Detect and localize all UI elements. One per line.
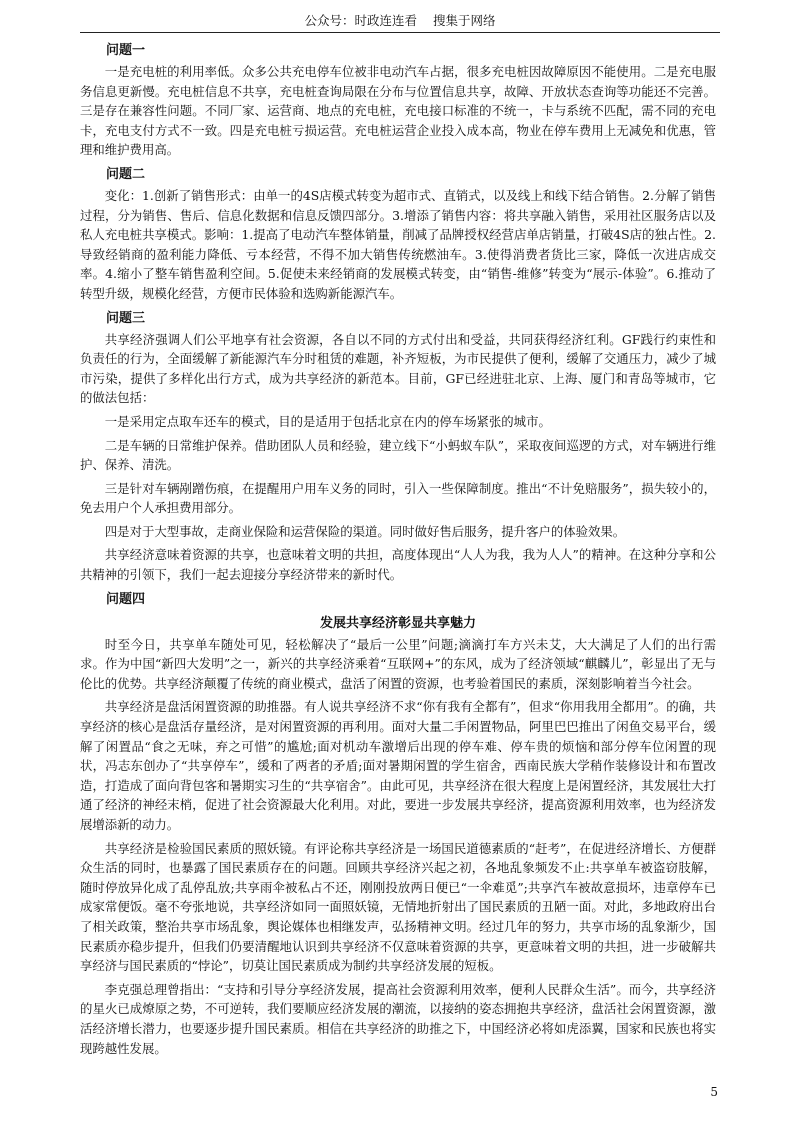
document-body: [80, 36, 716, 1058]
q3-paragraph-1: 一是采用定点取车还车的模式，目的是适用于包括北京在内的停车场紧张的城市。: [104, 413, 551, 429]
q3-paragraph-intro: 共享经济强调人们公平地享有社会资源，各自以不同的方式付出和受益，共同获得经济红利。GF践行约束性和负责任的行为，全面缓解了新能源汽车分时租赁的难题，补齐短板，为市民提供了便利，缓解了交通压力，减少了城市污染，提供了多样化出行方式，成为共享经济的新范本。目前，GF已经进驻北京、上海、厦门和青岛等城市，它的做法包括：: [80, 331, 716, 406]
q4-paragraph-1: 时至今日，共享单车随处可见，轻松解决了“最后一公里”问题;滴滴打车方兴未艾，大大满足了人们的出行需求。作为中国“新四大发明”之一，新兴的共享经济乘着“互联网+”的东风，成为了经济领域“麒麟儿”，彰显出了无与伦比的优势。共享经济颠覆了传统的商业模式，盘活了闲置的资源，也考验着国民的素质，深刻影响着当今社会。: [80, 636, 716, 691]
q4-paragraph-2: 共享经济是盘活闲置资源的助推器。有人说共享经济不求“你有我有全都有”，但求“你用我用全都用”。的确，共享经济的核心是盘活存量经济，是对闲置资源的再利用。面对大量二手闲置物品，阿里巴巴推出了闲鱼交易平台，缓解了闲置品“食之无味，弃之可惜”的尴尬;面对机动车激增后出现的停车难、停车贵的烦恼和部分停车位闲置的现状，冯志东创办了“共享停车”，缓和了两者的矛盾;面对暑期闲置的学生宿舍，西南民族大学稍作装修设计和布置改造，打造成了面向背包客和暑期实习生的“共享宿舍”。由此可见，共享经济在很大程度上是闲置经济，其发展壮大打通了经济的神经末梢，促进了社会资源最大化利用。对此，要进一步发展共享经济，提高资源利用效率，也为经济发展增添新的动力。: [80, 699, 716, 832]
essay-title: 发展共享经济彰显共享魅力: [319, 615, 476, 631]
page-number: 5: [710, 1085, 718, 1099]
q3-paragraph-conclusion: 共享经济意味着资源的共享，也意味着文明的共担，高度体现出“人人为我，我为人人”的精神。在这种分享和公共精神的引领下，我们一起去迎接分享经济带来的新时代。: [80, 547, 716, 583]
q4-heading: 问题四: [106, 591, 146, 607]
q4-paragraph-4: 李克强总理曾指出：“支持和引导分享经济发展，提高社会资源利用效率，便利人民群众生活”。而今，共享经济的星火已成燎原之势，不可逆转，我们要顺应经济发展的潮流，以接纳的姿态拥抱共享经济，盘活社会闲置资源，激活经济增长潜力，也要逐步提升国民素质。相信在共享经济的助推之下，中国经济必将如虎添翼，国家和民族也将实现跨越性发展。: [80, 981, 716, 1056]
page-header: [80, 10, 720, 33]
q3-paragraph-2: 二是车辆的日常维护保养。借助团队人员和经验，建立线下“小蚂蚁车队”，采取夜间巡逻的方式，对车辆进行维护、保养、清洗。: [80, 437, 716, 473]
q3-paragraph-3: 三是针对车辆剐蹭伤痕，在提醒用户用车义务的同时，引入一些保障制度。推出“不计免赔服务”，损失较小的，免去用户个人承担费用部分。: [80, 480, 716, 516]
q2-heading: 问题二: [106, 166, 146, 182]
q2-paragraph: 变化：1.创新了销售形式：由单一的4S店模式转变为超市式、直销式，以及线上和线下结合销售。2.分解了销售过程，分为销售、售后、信息化数据和信息反馈四部分。3.增添了销售内容：将共享融入销售，采用社区服务店以及私人充电桩共享模式。影响：1.提高了电动汽车整体销量，削减了品牌授权经营店单店销量，打破4S店的独占性。2.导致经销商的盈利能力降低、亏本经营，不得不加大销售传统燃油车。3.使得消费者货比三家，降低一次进店成交率。4.缩小了整车销售盈利空间。5.促使未来经销商的发展模式转变，由“销售-维修”转变为“展示-体验”。6.推动了转型升级，规模化经营，方便市民体验和选购新能源汽车。: [80, 187, 716, 301]
q3-paragraph-4: 四是对于大型事故，走商业保险和运营保险的渠道。同时做好售后服务，提升客户的体验效果。: [104, 523, 626, 539]
q3-heading: 问题三: [106, 310, 146, 326]
q1-paragraph: 一是充电桩的利用率低。众多公共充电停车位被非电动汽车占据，很多充电桩因故障原因不能使用。二是充电服务信息更新慢。充电桩信息不共享，充电桩查询局限在分布与位置信息共享，故障、开放状态查询等功能还不完善。三是存在兼容性问题。不同厂家、运营商、地点的充电桩，充电接口标准的不统一，卡与系统不匹配，需不同的充电卡，充电支付方式不一致。四是充电桩亏损运营。充电桩运营企业投入成本高，物业在停车费用上无减免和优惠，管理和维护费用高。: [80, 64, 716, 158]
header-source: 搜集于网络: [433, 13, 496, 28]
q1-heading: 问题一: [106, 43, 146, 58]
header-account: 公众号：时政连连看: [304, 13, 417, 28]
q4-paragraph-3: 共享经济是检验国民素质的照妖镜。有评论称共享经济是一场国民道德素质的“赶考”，在促进经济增长、方便群众生活的同时，也暴露了国民素质存在的问题。回顾共享经济兴起之初，各地乱象频发不止:共享单车被盗窃肢解，随时停放异化成了乱停乱放;共享雨伞被私占不还，刚刚投放两日便已“一伞难觅”;共享汽车被故意损坏，违章停车已成家常便饭。毫不夸张地说，共享经济如同一面照妖镜，无情地折射出了国民素质的丑陋一面。对此，多地政府出台了相关政策，整治共享市场乱象，舆论媒体也相继发声，弘扬精神文明。经过几年的努力，共享市场的乱象渐少，国民素质亦稳步提升，但我们仍要清醒地认识到共享经济不仅意味着资源的共享，更意味着文明的共担，进一步破解共享经济与国民素质的“悖论”，切莫让国民素质成为制约共享经济发展的短板。: [80, 840, 716, 974]
